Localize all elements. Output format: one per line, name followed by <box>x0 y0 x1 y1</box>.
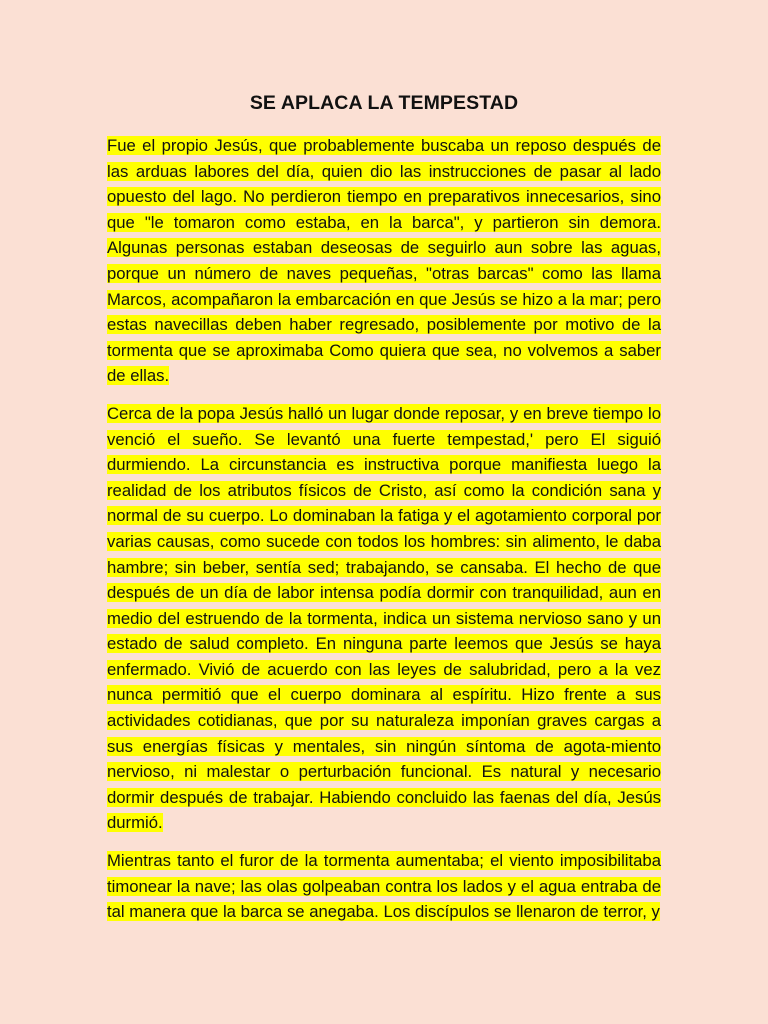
paragraph-1 <box>107 133 661 389</box>
paragraph-2 <box>107 401 661 836</box>
paragraph-1-text: Fue el propio Jesús, que probablemente buscaba un reposo después de las arduas labores del día, quien dio las instrucciones de pasar al lado opuesto del lago. No perdieron tiempo en preparativos innecesarios, sino que "le tomaron como estaba, en la barca", y partieron sin demora. Algunas personas estaban deseosas de seguirlo aun sobre las aguas, porque un número de naves pequeñas, "otras barcas" como las llama Marcos, acompañaron la embarcación en que Jesús se hizo a la mar; pero estas navecillas deben haber regresado, posiblemente por motivo de la tormenta que se aproximaba Como quiera que sea, no volvemos a saber de ellas. <box>107 136 661 386</box>
page-title: SE APLACA LA TEMPESTAD <box>249 92 519 114</box>
paragraph-3 <box>107 848 661 925</box>
paragraph-3-text: Mientras tanto el furor de la tormenta aumentaba; el viento imposibilitaba timonear la nave; las olas golpeaban contra los lados y el agua entraba de tal manera que la barca se anegaba. Los discípulos se llenaron de terror, y <box>107 851 661 922</box>
paragraph-2-text: Cerca de la popa Jesús halló un lugar donde reposar, y en breve tiempo lo venció el sueño. Se levantó una fuerte tempestad,' pero El siguió durmiendo. La circunstancia es instructiva porque manifiesta luego la realidad de los atributos físicos de Cristo, así como la condición sana y normal de su cuerpo. Lo dominaban la fatiga y el agotamiento corporal por varias causas, como sucede con todos los hombres: sin alimento, le daba hambre; sin beber, sentía sed; trabajando, se cansaba. El hecho de que después de un día de labor intensa podía dormir con tranquilidad, aun en medio del estruendo de la tormenta, indica un sistema nervioso sano y un estado de salud completo. En ninguna parte leemos que Jesús se haya enfermado. Vivió de acuerdo con las leyes de salubridad, pero a la vez nunca permitió que el cuerpo dominara al espíritu. Hizo frente a sus actividades cotidianas, que por su naturaleza imponían graves cargas a sus energías físicas y mentales, sin ningún síntoma de agota-miento nervioso, ni malestar o perturbación funcional. Es natural y necesario dormir después de trabajar. Habiendo concluido las faenas del día, Jesús durmió. <box>107 403 661 833</box>
